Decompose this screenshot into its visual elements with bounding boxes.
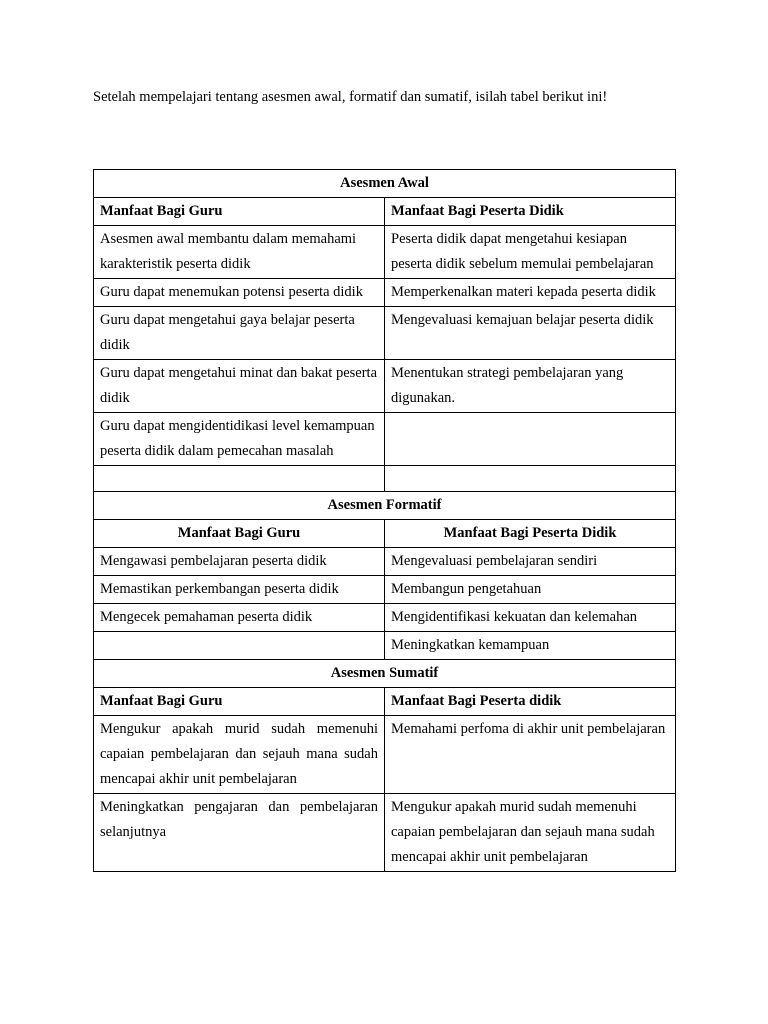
cell-guru: Asesmen awal membantu dalam memahami karakteristik peserta didik bbox=[94, 226, 385, 279]
cell-peserta-didik: Mengevaluasi kemajuan belajar peserta didik bbox=[385, 307, 676, 360]
header-row-sumatif bbox=[94, 688, 676, 716]
col-header-peserta-didik: Manfaat Bagi Peserta Didik bbox=[385, 198, 676, 226]
cell-guru: Guru dapat mengetahui minat dan bakat peserta didik bbox=[94, 360, 385, 413]
table-row bbox=[94, 794, 676, 872]
cell-peserta-didik: Memahami perfoma di akhir unit pembelajaran bbox=[385, 716, 676, 794]
header-row-formatif bbox=[94, 520, 676, 548]
table-row bbox=[94, 632, 676, 660]
cell-guru: Guru dapat mengidentidikasi level kemampuan peserta didik dalam pemecahan masalah bbox=[94, 413, 385, 466]
cell-guru: Memastikan perkembangan peserta didik bbox=[94, 576, 385, 604]
section-row-sumatif bbox=[94, 660, 676, 688]
table-row bbox=[94, 413, 676, 466]
col-header-guru: Manfaat Bagi Guru bbox=[94, 520, 385, 548]
cell-guru: Guru dapat menemukan potensi peserta didik bbox=[94, 279, 385, 307]
cell-guru: Guru dapat mengetahui gaya belajar peserta didik bbox=[94, 307, 385, 360]
cell-guru: Mengawasi pembelajaran peserta didik bbox=[94, 548, 385, 576]
cell-peserta-didik: Memperkenalkan materi kepada peserta didik bbox=[385, 279, 676, 307]
cell-peserta-didik: Membangun pengetahuan bbox=[385, 576, 676, 604]
cell-peserta-didik: Meningkatkan kemampuan bbox=[385, 632, 676, 660]
table-row bbox=[94, 604, 676, 632]
table-row bbox=[94, 307, 676, 360]
cell-guru bbox=[94, 632, 385, 660]
section-title-sumatif: Asesmen Sumatif bbox=[94, 660, 676, 688]
cell-guru: Mengukur apakah murid sudah memenuhi capaian pembelajaran dan sejauh mana sudah mencapai akhir unit pembelajaran bbox=[94, 716, 385, 794]
assessment-table bbox=[93, 169, 676, 872]
cell-peserta-didik bbox=[385, 466, 676, 492]
col-header-guru: Manfaat Bagi Guru bbox=[94, 198, 385, 226]
table-row bbox=[94, 548, 676, 576]
table-row bbox=[94, 226, 676, 279]
cell-peserta-didik: Mengevaluasi pembelajaran sendiri bbox=[385, 548, 676, 576]
table-row bbox=[94, 576, 676, 604]
cell-peserta-didik bbox=[385, 413, 676, 466]
instruction-text: Setelah mempelajari tentang asesmen awal, formatif dan sumatif, isilah tabel berikut ini! bbox=[93, 89, 608, 105]
table-row bbox=[94, 279, 676, 307]
cell-guru: Meningkatkan pengajaran dan pembelajaran selanjutnya bbox=[94, 794, 385, 872]
cell-peserta-didik: Mengidentifikasi kekuatan dan kelemahan bbox=[385, 604, 676, 632]
col-header-guru: Manfaat Bagi Guru bbox=[94, 688, 385, 716]
section-title-formatif: Asesmen Formatif bbox=[94, 492, 676, 520]
section-row-formatif bbox=[94, 492, 676, 520]
table-row bbox=[94, 360, 676, 413]
cell-peserta-didik: Peserta didik dapat mengetahui kesiapan peserta didik sebelum memulai pembelajaran bbox=[385, 226, 676, 279]
col-header-peserta-didik: Manfaat Bagi Peserta Didik bbox=[385, 520, 676, 548]
cell-peserta-didik: Mengukur apakah murid sudah memenuhi capaian pembelajaran dan sejauh mana sudah mencapai akhir unit pembelajaran bbox=[385, 794, 676, 872]
section-row-awal bbox=[94, 170, 676, 198]
empty-row bbox=[94, 466, 676, 492]
cell-peserta-didik: Menentukan strategi pembelajaran yang digunakan. bbox=[385, 360, 676, 413]
col-header-peserta-didik: Manfaat Bagi Peserta didik bbox=[385, 688, 676, 716]
cell-guru: Mengecek pemahaman peserta didik bbox=[94, 604, 385, 632]
table-row bbox=[94, 716, 676, 794]
header-row-awal bbox=[94, 198, 676, 226]
cell-guru bbox=[94, 466, 385, 492]
section-title-awal: Asesmen Awal bbox=[94, 170, 676, 198]
